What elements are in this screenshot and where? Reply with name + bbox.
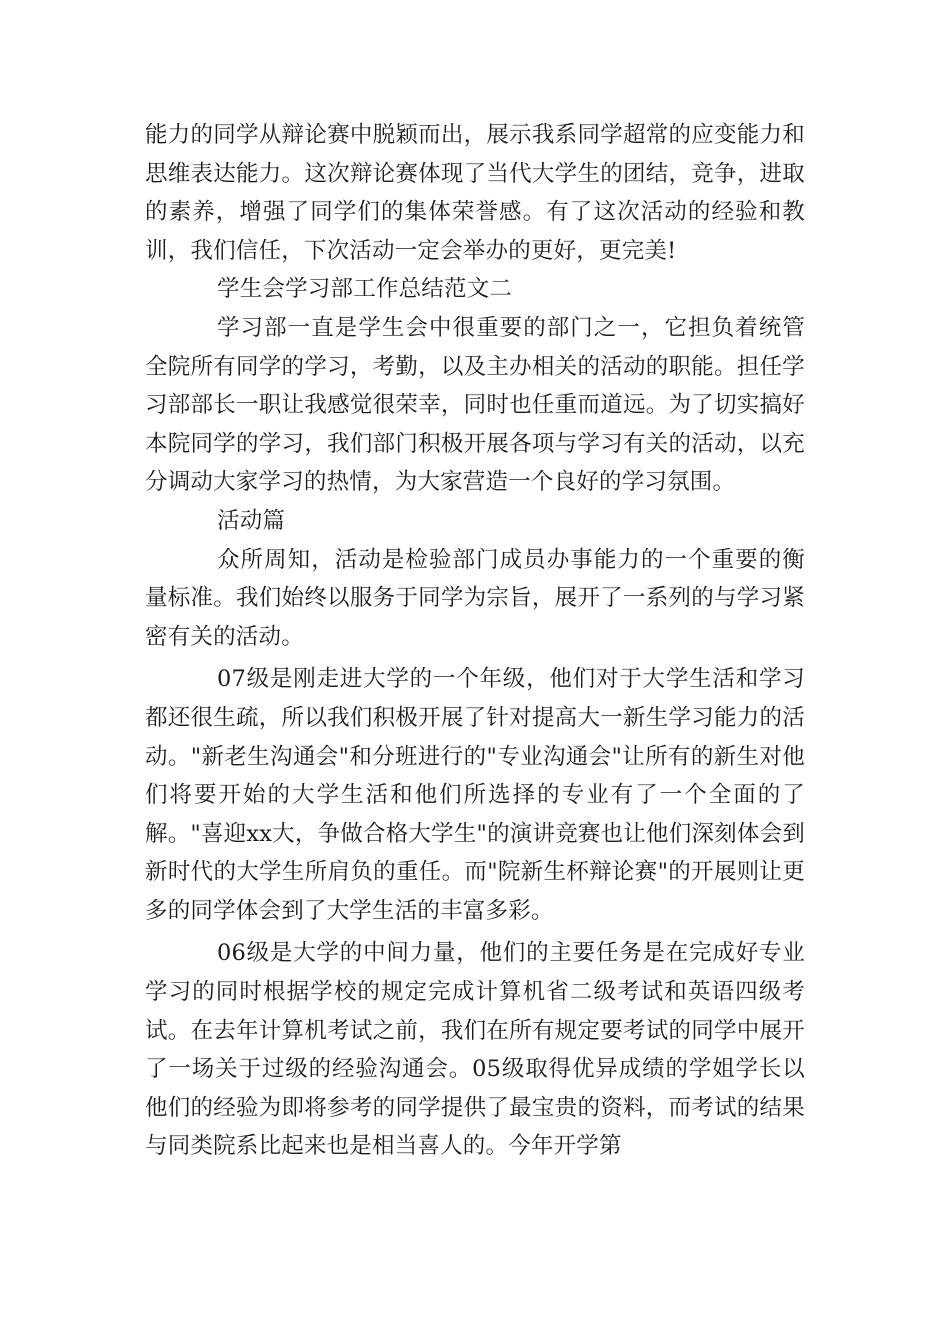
document-body [145,116,805,1166]
paragraph-grade-06: 06级是大学的中间力量，他们的主要任务是在完成好专业学习的同时根据学校的规定完成计算机省二级考试和英语四级考试。在去年计算机考试之前，我们在所有规定要考试的同学中展开了一场关于过级的经验沟通会。05级取得优异成绩的学姐学长以他们的经验为即将参考的同学提供了最宝贵的资料，而考试的结果与同类院系比起来也是相当喜人的。今年开学第 [145,940,805,1160]
paragraph-grade-07: 07级是刚走进大学的一个年级，他们对于大学生活和学习都还很生疏，所以我们积极开展了针对提高大一新生学习能力的活动。"新老生沟通会"和分班进行的"专业沟通会"让所有的新生对他们将要开始的大学生活和他们所选择的专业有了一个全面的了解。"喜迎xx大，争做合格大学生"的演讲竞赛也让他们深刻体会到新时代的大学生所肩负的重任。而"院新生杯辩论赛"的开展则让更多的同学体会到了大学生活的丰富多彩。 [145,666,805,924]
section-title: 学生会学习部工作总结范文二 [217,276,513,303]
paragraph-continuation: 能力的同学从辩论赛中脱颖而出，展示我系同学超常的应变能力和思维表达能力。这次辩论赛体现了当代大学生的团结，竞争，进取的素养，增强了同学们的集体荣誉感。有了这次活动的经验和教训，我们信任，下次活动一定会举办的更好，更完美! [145,122,805,264]
paragraph-intro: 学习部一直是学生会中很重要的部门之一，它担负着统管全院所有同学的学习，考勤，以及主办相关的活动的职能。担任学习部部长一职让我感觉很荣幸，同时也任重而道远。为了切实搞好本院同学的学习，我们部门积极开展各项与学习有关的活动，以充分调动大家学习的热情，为大家营造一个良好的学习氛围。 [145,314,805,496]
paragraph-activities: 众所周知，活动是检验部门成员办事能力的一个重要的衡量标准。我们始终以服务于同学为宗旨，展开了一系列的与学习紧密有关的活动。 [145,546,805,650]
section-heading-activities: 活动篇 [217,507,286,534]
